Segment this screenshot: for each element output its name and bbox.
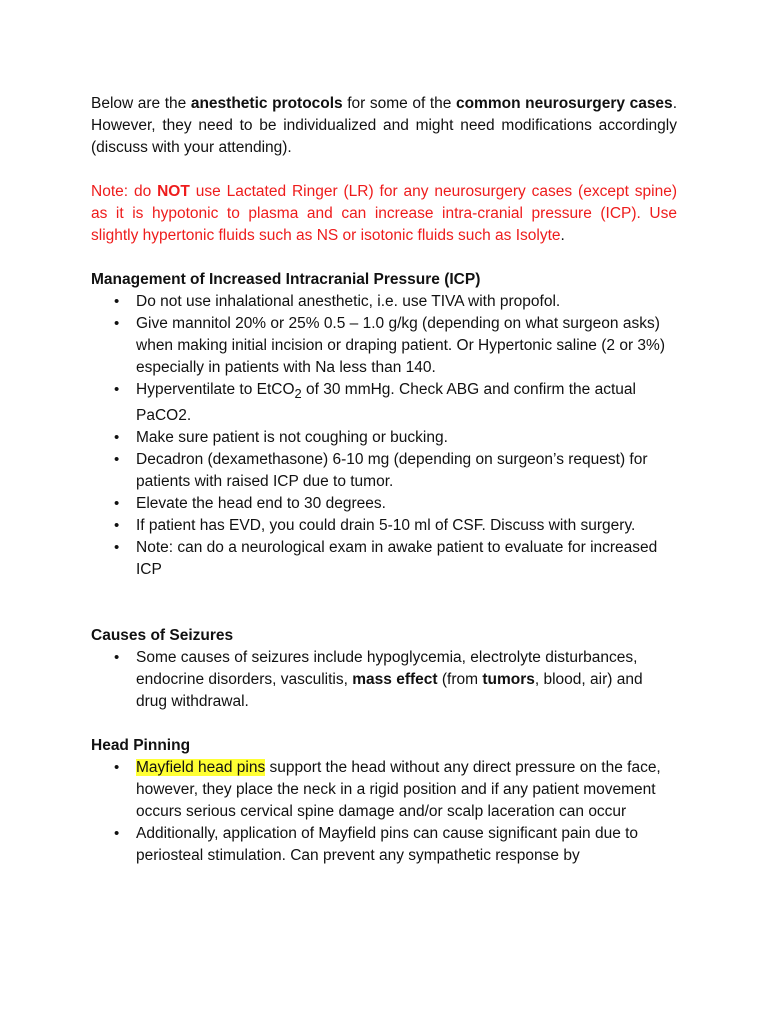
bullet-icon: • bbox=[114, 429, 120, 447]
list-item-text: Elevate the head end to 30 degrees. bbox=[136, 495, 386, 513]
list-item-text: Give mannitol 20% or 25% 0.5 – 1.0 g/kg (depending on what surgeon asks) when making initial incision or draping patient. Or Hypertonic saline (2 or 3%) especially in patients with Na less than 140. bbox=[136, 315, 665, 376]
list-item bbox=[91, 515, 677, 537]
list-item-text: Decadron (dexamethasone) 6-10 mg (depending on surgeon’s request) for patients with raised ICP due to tumor. bbox=[136, 451, 648, 491]
list-item-text: support the head without any direct pressure on the face, however, they place the neck in a rigid position and if any patient movement occurs serious cervical spine damage and/or scalp laceration can occur bbox=[136, 759, 661, 821]
hyperventilate-text-1: Hyperventilate to EtCO bbox=[136, 381, 295, 398]
list-item bbox=[91, 757, 677, 823]
bullet-icon: • bbox=[114, 495, 120, 513]
note-period: . bbox=[560, 227, 565, 244]
list-item-text: Make sure patient is not coughing or bucking. bbox=[136, 429, 448, 447]
bullet-icon: • bbox=[114, 381, 120, 398]
seizures-bold-tumors: tumors bbox=[482, 671, 535, 689]
intro-text-2: for some of the bbox=[342, 95, 456, 112]
bullet-icon: • bbox=[114, 825, 120, 843]
list-item bbox=[91, 313, 677, 379]
bullet-icon: • bbox=[114, 293, 120, 310]
bullet-icon: • bbox=[114, 451, 120, 469]
list-item bbox=[91, 823, 677, 867]
lactated-ringer-note bbox=[91, 181, 677, 247]
intro-bold-cases: common neurosurgery cases bbox=[455, 95, 673, 112]
bullet-icon: • bbox=[114, 649, 120, 667]
list-item bbox=[91, 379, 677, 427]
list-item bbox=[91, 427, 677, 449]
icp-list bbox=[91, 291, 677, 581]
intro-text-1: Below are the bbox=[91, 95, 191, 112]
list-item bbox=[91, 291, 677, 313]
seizures-text-3: , blood, air) and drug withdrawal. bbox=[136, 671, 643, 711]
list-item bbox=[91, 493, 677, 515]
list-item bbox=[91, 449, 677, 493]
bullet-icon: • bbox=[114, 517, 120, 535]
note-bold-not: NOT bbox=[157, 183, 190, 200]
head-pinning-list bbox=[91, 757, 677, 867]
list-item-text: Do not use inhalational anesthetic, i.e. use TIVA with propofol. bbox=[136, 293, 561, 310]
seizures-list bbox=[91, 647, 677, 713]
list-item bbox=[91, 647, 677, 713]
icp-heading: Management of Increased Intracranial Pressure (ICP) bbox=[91, 271, 481, 288]
list-item bbox=[91, 537, 677, 581]
hyperventilate-text-2: of 30 mmHg. Check ABG and confirm the actual PaCO2. bbox=[136, 381, 636, 425]
seizures-heading: Causes of Seizures bbox=[91, 627, 234, 645]
intro-text-3: . However, they need to be individualized and might need modifications accordingly (discuss with your attending). bbox=[91, 95, 677, 156]
note-text-1: Note: do bbox=[91, 183, 158, 200]
intro-paragraph bbox=[91, 93, 677, 159]
intro-bold-protocols: anesthetic protocols bbox=[190, 95, 343, 112]
bullet-icon: • bbox=[114, 539, 120, 557]
list-item-text: Note: can do a neurological exam in awake patient to evaluate for increased ICP bbox=[136, 539, 658, 579]
head-pinning-heading: Head Pinning bbox=[91, 737, 191, 755]
list-item-text: If patient has EVD, you could drain 5-10 ml of CSF. Discuss with surgery. bbox=[136, 517, 636, 535]
list-item-text: Additionally, application of Mayfield pins can cause significant pain due to periosteal stimulation. Can prevent any sympathetic response by bbox=[136, 825, 639, 865]
co2-subscript: 2 bbox=[294, 386, 302, 402]
seizures-bold-mass-effect: mass effect bbox=[352, 671, 438, 689]
note-text-2: use Lactated Ringer (LR) for any neurosurgery cases (except spine) as it is hypotonic to plasma and can increase intra-cranial pressure (ICP). Use slightly hypertonic fluids such as NS or isotonic fluids such as Isolyte bbox=[91, 183, 677, 244]
highlighted-mayfield-text: Mayfield head pins bbox=[136, 759, 266, 777]
seizures-text-1: Some causes of seizures include hypoglycemia, electrolyte disturbances, endocrine disorders, vasculitis, bbox=[136, 649, 638, 689]
bullet-icon: • bbox=[114, 315, 120, 332]
bullet-icon: • bbox=[114, 759, 120, 777]
document-page bbox=[91, 93, 677, 867]
seizures-text-2: (from bbox=[437, 671, 483, 689]
